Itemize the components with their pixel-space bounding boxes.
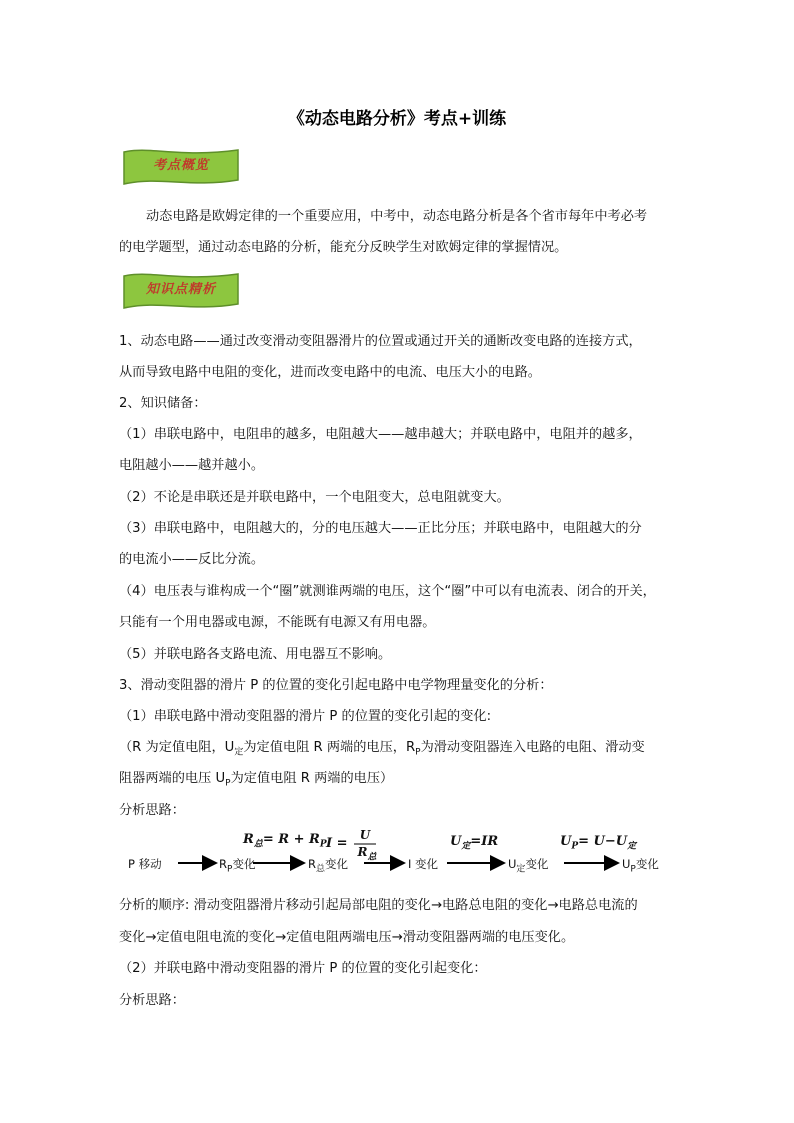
intro-line-1: 动态电路是欧姆定律的一个重要应用，中考中，动态电路分析是各个省市每年中考必考: [146, 209, 648, 224]
body-line: 电阻越小——越并越小。: [119, 458, 265, 473]
order-line-1: 分析的顺序: 滑动变阻器滑片移动引起局部电阻的变化→电路总电阻的变化→电路总电流的: [119, 898, 638, 913]
formula-current-denominator: $R_总$: [357, 845, 377, 863]
page-title: 《动态电路分析》考点+训练: [287, 109, 507, 129]
body-line: 从而导致电路中电阻的变化，进而改变电路中的电流、电压大小的电路。: [119, 365, 541, 380]
note-line-2: 阻器两端的电压 $U_P$为定值电阻 R 两端的电压）: [119, 771, 394, 789]
body-line: 2、知识储备：: [119, 396, 207, 411]
analysis-label-2: 分析思路：: [119, 993, 185, 1008]
flow-step-up: $U_P$变化: [622, 857, 659, 875]
parallel-line: （2）并联电路中滑动变阻器的滑片 P 的位置的变化引起变化：: [119, 961, 487, 976]
order-line-2: 变化→定值电阻电流的变化→定值电阻两端电压→滑动变阻器两端的电压变化。: [119, 930, 575, 945]
body-line: 1、动态电路——通过改变滑动变阻器滑片的位置或通过开关的通断改变电路的连接方式，: [119, 334, 642, 349]
formula-rtotal: $R_总= R + R_P$: [243, 832, 327, 850]
formula-current-numerator: U: [359, 828, 371, 842]
body-line: 只能有一个用电器或电源，不能既有电源又有用电器。: [119, 615, 436, 630]
body-line: （5）并联电路各支路电流、用电器互不影响。: [119, 647, 392, 662]
overview-banner: [120, 146, 242, 188]
flow-step-ufixed: $U_定$变化: [508, 857, 549, 875]
formula-current-lhs: I =: [326, 836, 348, 851]
body-line: （4）电压表与谁构成一个“圈”就测谁两端的电压，这个“圈”中可以有电流表、闭合的开关，: [119, 584, 656, 599]
knowledge-banner-label: 知识点精析: [145, 282, 216, 297]
intro-line-2: 的电学题型，通过动态电路的分析，能充分反映学生对欧姆定律的掌握情况。: [119, 240, 568, 255]
note-line-1: （R 为定值电阻，$U_定$为定值电阻 R 两端的电压，$R_P$为滑动变阻器连入电路的电阻、滑动变: [119, 740, 645, 758]
body-line: 3、滑动变阻器的滑片 P 的位置的变化引起电路中电学物理量变化的分析：: [119, 678, 553, 693]
body-line: 的电流小——反比分流。: [119, 552, 265, 567]
body-line: （1）串联电路中滑动变阻器的滑片 P 的位置的变化引起的变化:: [119, 709, 492, 724]
body-line: （2）不论是串联还是并联电路中，一个电阻变大，总电阻就变大。: [119, 490, 510, 505]
flow-diagram: [128, 828, 678, 878]
knowledge-banner: [120, 270, 242, 312]
body-line: （3）串联电路中，电阻越大的，分的电压越大——正比分压；并联电路中，电阻越大的分: [119, 521, 642, 536]
overview-banner-label: 考点概览: [152, 158, 209, 173]
formula-ufixed: $U_定=IR$: [450, 834, 499, 852]
flow-step-p-move: P 移动: [128, 857, 162, 871]
formula-up: $U_P= U-U_定$: [560, 834, 637, 852]
flow-step-rp: $R_P$变化: [219, 857, 256, 875]
flow-step-rtotal: $R_总$变化: [308, 857, 349, 875]
body-line: （1）串联电路中，电阻串的越多，电阻越大——越串越大；并联电路中，电阻并的越多，: [119, 427, 642, 442]
flow-step-i: I 变化: [408, 857, 439, 871]
analysis-label: 分析思路：: [119, 803, 185, 818]
